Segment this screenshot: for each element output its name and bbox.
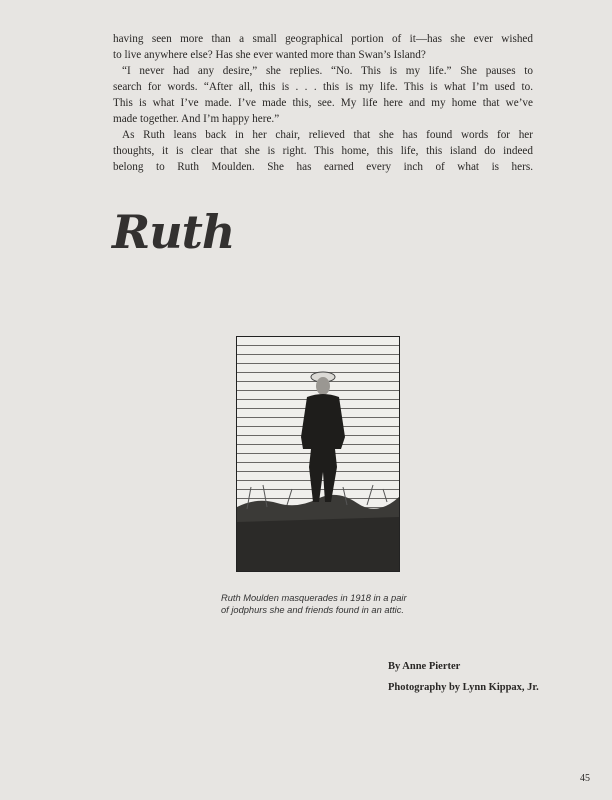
body-line: thoughts, it is clear that she is right. This home, this life, this island do indeed (113, 145, 533, 157)
photo-caption (221, 592, 407, 616)
page-number: 45 (580, 773, 590, 784)
body-line: made together. And I’m happy here.” (113, 113, 280, 125)
caption-line: of jodphurs she and friends found in an attic. (221, 605, 404, 615)
body-line: This is what I’ve made. I’ve made this, see. My life here and my home that we’ve (113, 97, 533, 109)
body-line: As Ruth leans back in her chair, relieved that she has found words for her (122, 129, 533, 141)
body-line: “I never had any desire,” she replies. “No. This is my life.” She pauses to (122, 65, 533, 77)
body-line: belong to Ruth Moulden. She has earned every inch of what is hers. (113, 161, 533, 173)
byline-author: By Anne Pierter (388, 661, 461, 672)
photo-ruth-moulden (236, 336, 400, 572)
article-body (113, 31, 533, 175)
byline-photographer: Photography by Lynn Kippax, Jr. (388, 682, 539, 693)
body-line: having seen more than a small geographical portion of it—has she ever wished (113, 33, 533, 45)
body-line: search for words. “After all, this is . . . this is my life. This is what I’m used to. (113, 81, 533, 93)
caption-line: Ruth Moulden masquerades in 1918 in a pair (221, 593, 407, 603)
article-title: Ruth (112, 205, 235, 259)
body-line: to live anywhere else? Has she ever wanted more than Swan’s Island? (113, 49, 426, 61)
